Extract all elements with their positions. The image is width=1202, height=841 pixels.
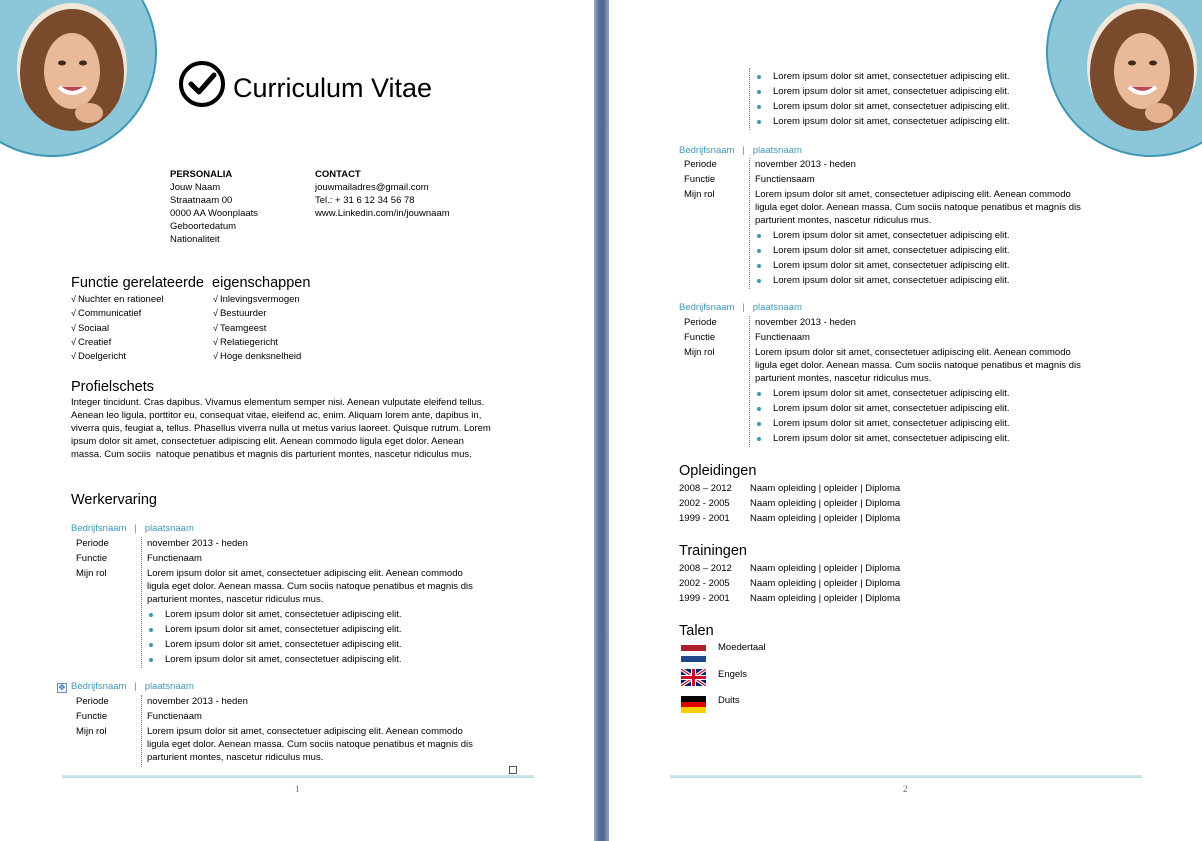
rol-text-line: ligula eget dolor. Aenean massa. Cum sociis natoque penatibus et magnis dis — [147, 581, 473, 592]
rol-text-line: parturient montes, nascetur ridiculus mus. — [755, 215, 932, 226]
table-divider — [141, 537, 142, 668]
list-item: Lorem ipsum dolor sit amet, consectetuer adipiscing elit. — [773, 273, 1010, 288]
talen-heading: Talen — [679, 623, 714, 639]
contact-email: jouwmailadres@gmail.com — [315, 182, 429, 193]
rol-label: Mijn rol — [684, 347, 715, 358]
check-icon: √ — [71, 337, 76, 347]
list-item: Lorem ipsum dolor sit amet, consectetuer adipiscing elit. — [773, 401, 1010, 416]
table-divider — [749, 316, 750, 447]
bullet-list — [773, 228, 1010, 288]
language-label: Moedertaal — [718, 642, 766, 653]
page-number: 1 — [295, 784, 300, 794]
education-desc: Naam opleiding | opleider | Diploma — [750, 513, 901, 524]
periode-label: Periode — [684, 317, 717, 328]
table-divider — [749, 158, 750, 289]
opleidingen-heading: Opleidingen — [679, 463, 757, 479]
check-icon: √ — [71, 308, 76, 318]
personalia-line: Jouw Naam — [170, 182, 221, 193]
footer-line — [670, 775, 1142, 778]
rol-text-line: parturient montes, nascetur ridiculus mus. — [755, 373, 932, 384]
list-item: Lorem ipsum dolor sit amet, consectetuer adipiscing elit. — [165, 637, 402, 652]
periode-value: november 2013 - heden — [755, 159, 856, 170]
eigenschappen-heading: Functie gerelateerde eigenschappen — [71, 275, 311, 291]
rol-text-line: Lorem ipsum dolor sit amet, consectetuer adipiscing elit. Aenean commodo — [755, 347, 1071, 358]
education-years: 2008 – 2012 — [679, 483, 732, 494]
training-years: 2002 - 2005 — [679, 578, 730, 589]
list-item: Lorem ipsum dolor sit amet, consectetuer adipiscing elit. — [773, 416, 1010, 431]
rol-label: Mijn rol — [76, 568, 107, 579]
periode-label: Periode — [684, 159, 717, 170]
trait-item: √ Teamgeest — [213, 323, 267, 334]
functie-label: Functie — [684, 332, 716, 343]
list-item: Lorem ipsum dolor sit amet, consectetuer adipiscing elit. — [773, 243, 1010, 258]
education-desc: Naam opleiding | opleider | Diploma — [750, 483, 901, 494]
periode-label: Periode — [76, 696, 109, 707]
page-separator — [594, 0, 609, 841]
list-item: Lorem ipsum dolor sit amet, consectetuer adipiscing elit. — [773, 84, 1010, 99]
trait-item: √ Inlevingsvermogen — [213, 294, 300, 305]
rol-text-line: parturient montes, nascetur ridiculus mus. — [147, 752, 324, 763]
check-icon: √ — [71, 351, 76, 361]
checkmark-icon — [178, 60, 226, 108]
footer-line — [62, 775, 534, 778]
functie-value: Functiensaam — [755, 174, 815, 185]
check-icon: √ — [213, 323, 218, 333]
profile-photo — [1087, 3, 1197, 131]
personalia-line: Straatnaam 00 — [170, 195, 233, 206]
document-page-1 — [0, 0, 594, 841]
check-icon: √ — [213, 337, 218, 347]
bullet-list — [165, 607, 402, 667]
language-label: Engels — [718, 669, 748, 680]
trait-item: √ Communicatief — [71, 308, 142, 319]
table-move-handle-icon[interactable]: ✥ — [58, 683, 66, 692]
contact-linkedin: www.Linkedin.com/in/jouwnaam — [315, 208, 450, 219]
trait-item: √ Hoge denksnelheid — [213, 351, 302, 362]
personalia-line: 0000 AA Woonplaats — [170, 208, 259, 219]
functie-value: Functienaam — [147, 711, 202, 722]
list-item: Lorem ipsum dolor sit amet, consectetuer adipiscing elit. — [773, 228, 1010, 243]
rol-text-line: parturient montes, nascetur ridiculus mus. — [147, 594, 324, 605]
list-item: Lorem ipsum dolor sit amet, consectetuer adipiscing elit. — [165, 622, 402, 637]
rol-text-line: ligula eget dolor. Aenean massa. Cum sociis natoque penatibus et magnis dis — [755, 360, 1081, 371]
table-resize-handle[interactable] — [509, 766, 517, 774]
periode-value: november 2013 - heden — [147, 538, 248, 549]
training-years: 2008 – 2012 — [679, 563, 732, 574]
trait-item: √ Relatiegericht — [213, 337, 279, 348]
trait-item: √ Bestuurder — [213, 308, 267, 319]
check-icon: √ — [71, 294, 76, 304]
training-years: 1999 - 2001 — [679, 593, 730, 604]
list-item: Lorem ipsum dolor sit amet, consectetuer adipiscing elit. — [773, 386, 1010, 401]
contact-phone: Tel.: + 31 6 12 34 56 78 — [315, 195, 415, 206]
functie-value: Functienaam — [755, 332, 810, 343]
functie-value: Functienaam — [147, 553, 202, 564]
functie-label: Functie — [684, 174, 716, 185]
list-item: Lorem ipsum dolor sit amet, consectetuer adipiscing elit. — [773, 69, 1010, 84]
page-title: Curriculum Vitae — [233, 73, 433, 103]
rol-text-line: Lorem ipsum dolor sit amet, consectetuer adipiscing elit. Aenean commodo — [147, 568, 463, 579]
education-desc: Naam opleiding | opleider | Diploma — [750, 498, 901, 509]
training-desc: Naam opleiding | opleider | Diploma — [750, 593, 901, 604]
check-icon: √ — [213, 351, 218, 361]
rol-text-line: ligula eget dolor. Aenean massa. Cum sociis natoque penatibus et magnis dis — [755, 202, 1081, 213]
job-company-line: Bedrijfsnaam | plaatsnaam — [71, 523, 194, 534]
bullet-list — [773, 69, 1010, 129]
rol-text-line: ligula eget dolor. Aenean massa. Cum sociis natoque penatibus et magnis dis — [147, 739, 473, 750]
list-item: Lorem ipsum dolor sit amet, consectetuer adipiscing elit. — [773, 99, 1010, 114]
education-years: 2002 - 2005 — [679, 498, 730, 509]
table-divider — [141, 695, 142, 767]
personalia-line: Geboortedatum — [170, 221, 237, 232]
document-page-2 — [609, 0, 1202, 841]
periode-value: november 2013 - heden — [755, 317, 856, 328]
bullet-list — [773, 386, 1010, 446]
check-icon: √ — [213, 294, 218, 304]
periode-value: november 2013 - heden — [147, 696, 248, 707]
trait-item: √ Doelgericht — [71, 351, 127, 362]
profiel-line: massa. Cum sociis natoque penatibus et magnis dis parturient montes, nascetur ridiculus mus. — [71, 449, 472, 460]
personalia-line: Nationaliteit — [170, 234, 220, 245]
trait-item: √ Sociaal — [71, 323, 110, 334]
functie-label: Functie — [76, 711, 108, 722]
list-item: Lorem ipsum dolor sit amet, consectetuer adipiscing elit. — [773, 258, 1010, 273]
list-item: Lorem ipsum dolor sit amet, consectetuer adipiscing elit. — [773, 114, 1010, 129]
rol-label: Mijn rol — [76, 726, 107, 737]
trainingen-heading: Trainingen — [679, 543, 747, 559]
germany-flag-icon — [681, 696, 706, 713]
job-company-line: Bedrijfsnaam | plaatsnaam — [71, 681, 194, 692]
trait-item: √ Nuchter en rationeel — [71, 294, 164, 305]
rol-label: Mijn rol — [684, 189, 715, 200]
job-company-line: Bedrijfsnaam | plaatsnaam — [679, 302, 802, 313]
personalia-heading: PERSONALIA — [170, 169, 233, 180]
uk-flag-icon — [681, 669, 706, 686]
check-icon: √ — [213, 308, 218, 318]
list-item: Lorem ipsum dolor sit amet, consectetuer adipiscing elit. — [165, 607, 402, 622]
education-years: 1999 - 2001 — [679, 513, 730, 524]
periode-label: Periode — [76, 538, 109, 549]
functie-label: Functie — [76, 553, 108, 564]
contact-heading: CONTACT — [315, 169, 361, 180]
rol-text-line: Lorem ipsum dolor sit amet, consectetuer adipiscing elit. Aenean commodo — [755, 189, 1071, 200]
list-item: Lorem ipsum dolor sit amet, consectetuer adipiscing elit. — [773, 431, 1010, 446]
netherlands-flag-icon — [681, 645, 706, 662]
trait-item: √ Creatief — [71, 337, 112, 348]
job-company-line: Bedrijfsnaam | plaatsnaam — [679, 145, 802, 156]
training-desc: Naam opleiding | opleider | Diploma — [750, 578, 901, 589]
list-item: Lorem ipsum dolor sit amet, consectetuer adipiscing elit. — [165, 652, 402, 667]
profiel-line: ipsum dolor sit amet, consectetuer adipiscing elit. Aenean commodo ligula eget dolor. Aenean — [71, 436, 464, 447]
profiel-heading: Profielschets — [71, 379, 155, 395]
page-number: 2 — [903, 784, 908, 794]
profiel-line: viverra quis, feugiat a, tellus. Phasellus viverra nulla ut metus varius laoreet. Quisque rutrum. Lorem — [71, 423, 491, 434]
profiel-line: Aenean leo ligula, porttitor eu, consequat vitae, eleifend ac, enim. Aliquam lorem ante, dapibus in, — [71, 410, 482, 421]
rol-text-line: Lorem ipsum dolor sit amet, consectetuer adipiscing elit. Aenean commodo — [147, 726, 463, 737]
profiel-line: Integer tincidunt. Cras dapibus. Vivamus elementum semper nisi. Aenean vulputate eleifend tellus. — [71, 397, 485, 408]
training-desc: Naam opleiding | opleider | Diploma — [750, 563, 901, 574]
profile-photo — [17, 3, 127, 131]
table-divider — [749, 68, 750, 130]
werkervaring-heading: Werkervaring — [71, 492, 157, 508]
language-label: Duits — [718, 695, 740, 706]
check-icon: √ — [71, 323, 76, 333]
